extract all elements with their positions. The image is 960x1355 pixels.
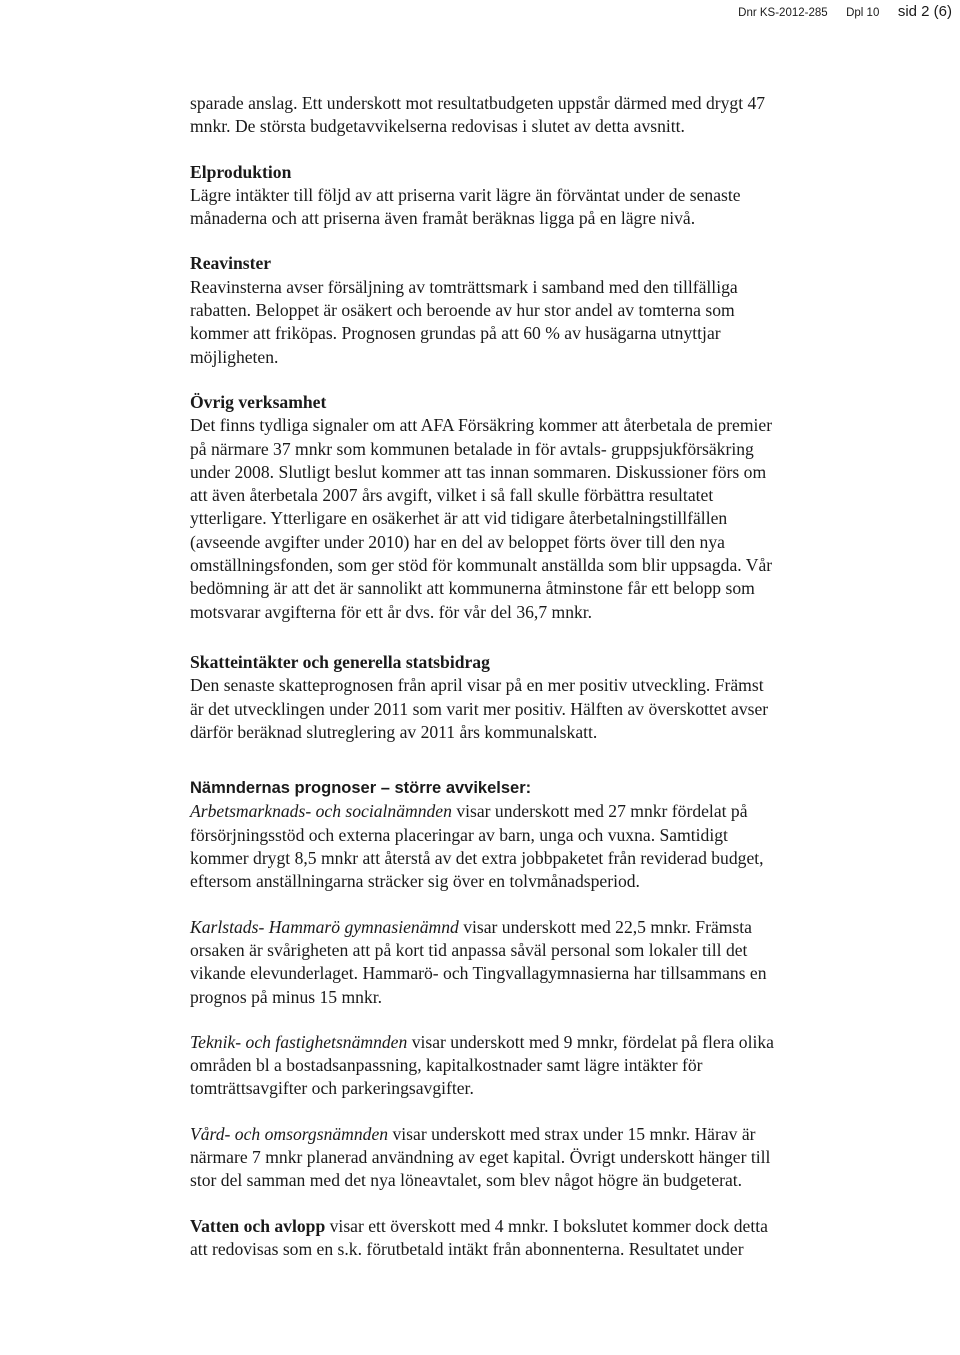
text-line: stor del samman med det nya löneavtalet, som blev något högre än budgeterat. bbox=[190, 1170, 743, 1191]
text-line: motsvarar avgifterna för ett år dvs. för vår del 36,7 mnkr. bbox=[190, 601, 593, 622]
text-line: rabatten. Beloppet är osäkert och beroende av hur stor andel av tomterna som bbox=[190, 300, 735, 321]
text-line: Den senaste skatteprognosen från april visar på en mer positiv utveckling. Främst bbox=[190, 675, 764, 696]
text-fragment: visar ett överskott med 4 mnkr. I bokslutet kommer dock detta bbox=[325, 1215, 768, 1236]
intro-paragraph bbox=[190, 92, 820, 139]
text-line: orsaken är svårigheten att på kort tid anpassa såväl personal som lokaler till det bbox=[190, 939, 748, 960]
text-line: att redovisas som en s.k. förutbetald intäkt från abonnenterna. Resultatet under bbox=[190, 1238, 744, 1259]
paragraph-arbetsmarknad bbox=[190, 800, 820, 893]
text-line: områden bl a bostadsanpassning, kapitalkostnader samt lägre intäkter för bbox=[190, 1055, 703, 1076]
text-line: bedömning är att det är sannolikt att kommunerna åtminstone får ett belopp som bbox=[190, 578, 755, 599]
paragraph-vatten-avlopp bbox=[190, 1215, 820, 1262]
section-elproduktion bbox=[190, 161, 820, 231]
text-line: därför beräknad slutreglering av 2011 års kommunalskatt. bbox=[190, 721, 598, 742]
text-line: vikande elevunderlaget. Hammarö- och Tingvallagymnasierna har tillsammans en bbox=[190, 963, 767, 984]
text-line: att även återbetala 2007 års avgift, vilket i så fall skulle förbättra resultatet bbox=[190, 485, 714, 506]
text-line: försörjningsstöd och externa placeringar av barn, unga och vuxna. Samtidigt bbox=[190, 824, 728, 845]
section-reavinster bbox=[190, 252, 820, 368]
section-heading: Reavinster bbox=[190, 253, 272, 274]
text-line: möjligheten. bbox=[190, 346, 279, 367]
text-line: prognos på minus 15 mnkr. bbox=[190, 986, 383, 1007]
paragraph-gymnasienamnd bbox=[190, 916, 820, 1009]
text-line: eftersom anställningarna sträcker sig över en tolvmånadsperiod. bbox=[190, 871, 640, 892]
section-heading: Skatteintäkter och generella statsbidrag bbox=[190, 651, 490, 672]
text-line: tomträttsavgifter och parkeringsavgifter. bbox=[190, 1078, 474, 1099]
committee-name: Karlstads- Hammarö gymnasienämnd bbox=[190, 916, 459, 937]
committee-name: Vatten och avlopp bbox=[190, 1215, 326, 1236]
text-line bbox=[190, 1215, 820, 1238]
text-fragment: visar underskott med 22,5 mnkr. Främsta bbox=[458, 916, 752, 937]
text-line: närmare 7 mnkr planerad användning av eget kapital. Övrigt underskott hänger till bbox=[190, 1146, 771, 1167]
text-line: Lägre intäkter till följd av att priserna varit lägre än förväntat under de senaste bbox=[190, 184, 741, 205]
section-ovrig-verksamhet bbox=[190, 391, 820, 624]
committee-name: Arbetsmarknads- och socialnämnden bbox=[190, 801, 452, 822]
text-line: sparade anslag. Ett underskott mot resultatbudgeten uppstår därmed med drygt 47 bbox=[190, 93, 766, 113]
text-line: kommer drygt 8,5 mnkr att återstå av det extra jobbpaketet från reviderad budget, bbox=[190, 848, 764, 869]
text-fragment: visar underskott med strax under 15 mnkr. Härav är bbox=[388, 1123, 756, 1144]
committee-name: Vård- och omsorgsnämnden bbox=[190, 1123, 389, 1144]
section-heading: Nämndernas prognoser – större avvikelser: bbox=[190, 779, 532, 798]
section-heading: Övrig verksamhet bbox=[190, 391, 327, 412]
text-line: månaderna och att priserna även framåt beräknas ligga på en lägre nivå. bbox=[190, 208, 696, 229]
text-line: Reavinsterna avser försäljning av tomträttsmark i samband med den tillfälliga bbox=[190, 276, 738, 297]
text-line: mnkr. De största budgetavvikelserna redovisas i slutet av detta avsnitt. bbox=[190, 116, 685, 137]
section-heading: Elproduktion bbox=[190, 161, 292, 182]
document-body bbox=[190, 92, 820, 1283]
text-fragment: visar underskott med 27 mnkr fördelat på bbox=[451, 801, 748, 822]
text-fragment: visar underskott med 9 mnkr, fördelat på flera olika bbox=[407, 1031, 774, 1052]
text-line bbox=[190, 916, 820, 939]
dpl-number: Dpl 10 bbox=[846, 7, 880, 19]
paragraph-teknik bbox=[190, 1031, 820, 1101]
text-line: (avseende avgifter under 2010) har en del av beloppet förts över till den nya bbox=[190, 531, 725, 552]
section-skatteintakter bbox=[190, 651, 820, 744]
text-line bbox=[190, 1123, 820, 1146]
document-number: Dnr KS-2012-285 bbox=[738, 7, 828, 19]
text-line: på närmare 37 mnkr som kommunen betalade in för avtals- gruppsjukförsäkring bbox=[190, 438, 754, 459]
text-line bbox=[190, 1031, 820, 1054]
committee-name: Teknik- och fastighetsnämnden bbox=[190, 1031, 408, 1052]
text-line bbox=[190, 800, 820, 823]
section-namndernas-prognoser bbox=[190, 777, 820, 1261]
text-line: är det utvecklingen under 2011 som varit mer positiv. Hälften av överskottet avser bbox=[190, 698, 769, 719]
paragraph-vard-omsorg bbox=[190, 1123, 820, 1193]
text-line: Det finns tydliga signaler om att AFA Försäkring kommer att återbetala de premier bbox=[190, 415, 773, 436]
text-line: omställningsfonden, som ger stöd för kommunalt anställda som blir uppsagda. Vår bbox=[190, 555, 773, 576]
page-header bbox=[738, 3, 952, 21]
page-number: sid 2 (6) bbox=[897, 3, 952, 20]
text-line: ytterligare. Ytterligare en osäkerhet är att vid tidigare återbetalningstillfällen bbox=[190, 508, 728, 529]
text-line: under 2008. Slutligt beslut kommer att tas innan sommaren. Diskussioner förs om bbox=[190, 461, 767, 482]
text-line: kommer att friköpas. Prognosen grundas på att 60 % av husägarna utnyttjar bbox=[190, 323, 721, 344]
